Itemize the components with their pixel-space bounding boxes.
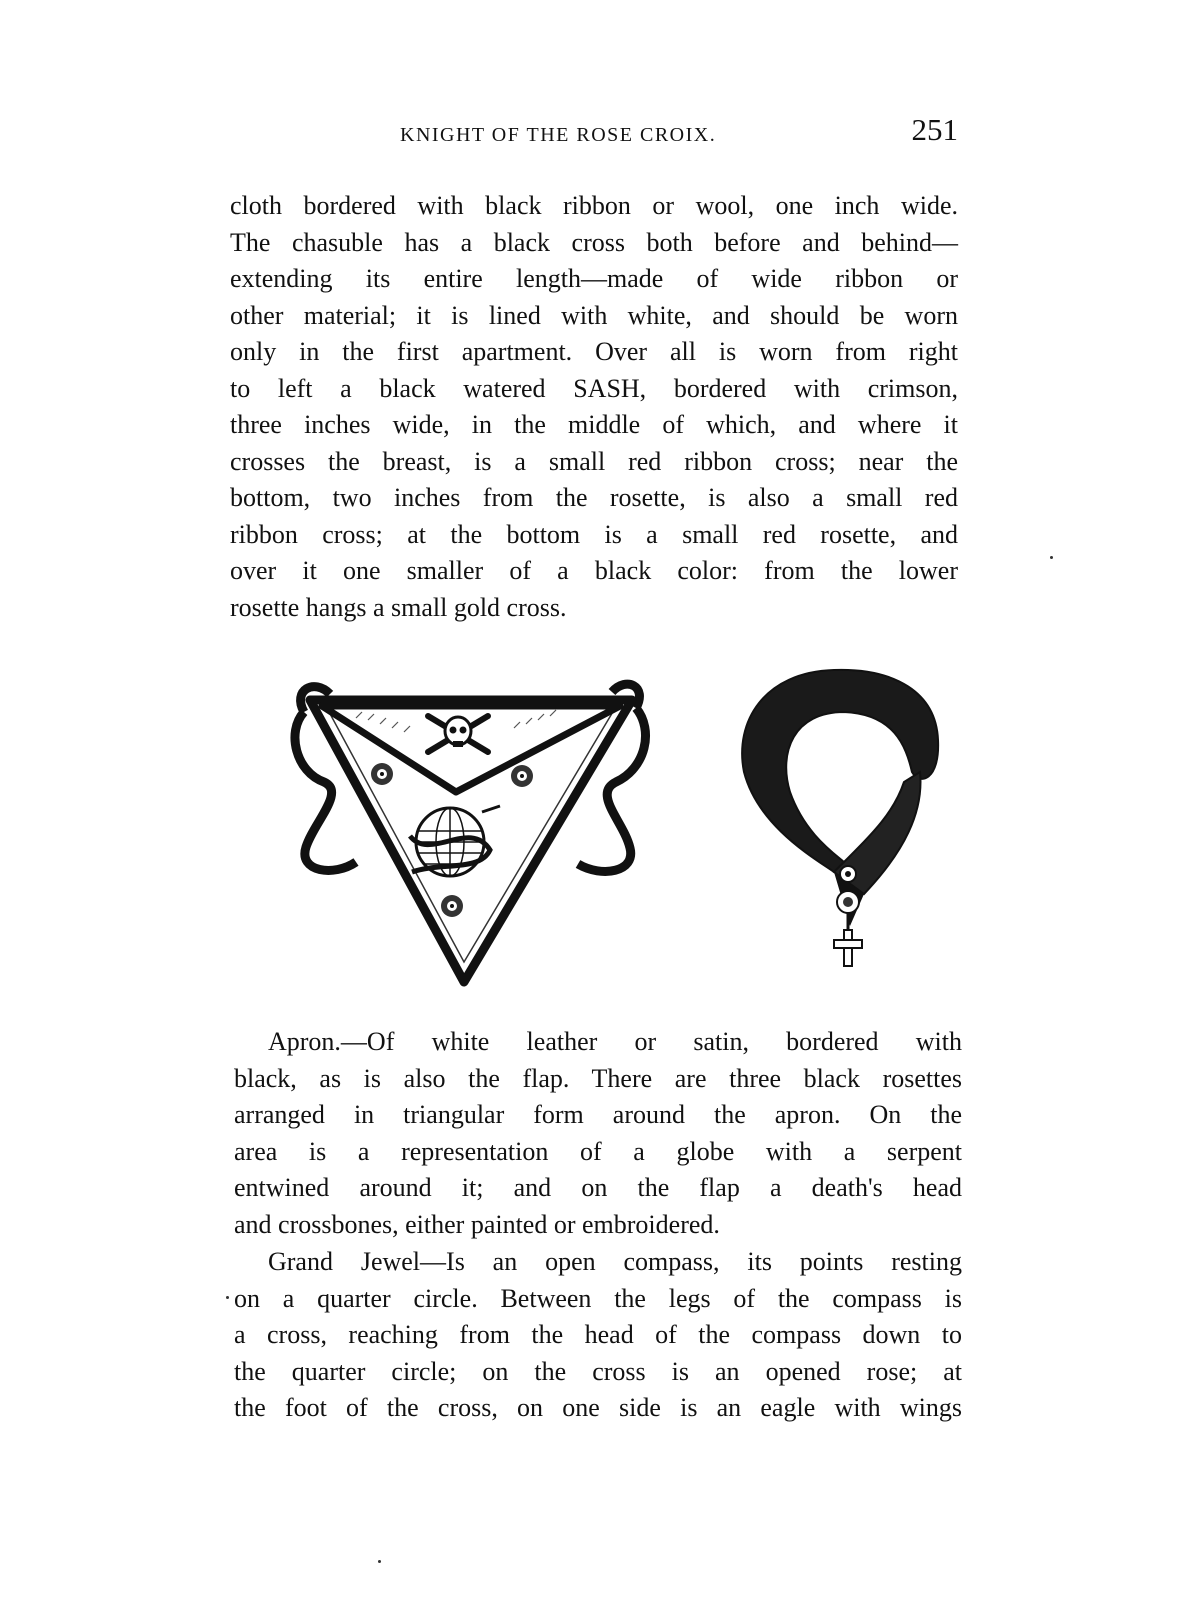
text-line: extending its entire length—made of wide ribbon or: [230, 264, 958, 293]
text-line: a cross, reaching from the head of the compass down to: [234, 1320, 962, 1349]
text-line: on a quarter circle. Between the legs of the compass is: [234, 1283, 962, 1313]
paragraph-chasuble-sash: [230, 188, 958, 626]
paper-speck: [226, 1296, 229, 1299]
page-number: 251: [911, 112, 958, 147]
text-line: bottom, two inches from the rosette, is also a small red: [230, 483, 958, 512]
text-line: entwined around it; and on the flap a death's head: [234, 1173, 962, 1202]
rosette-icon: [837, 891, 859, 913]
apron-illustration: [286, 672, 656, 987]
cross-icon: [834, 914, 862, 966]
rosette-icon: [840, 866, 856, 882]
paragraph-apron: [234, 1024, 962, 1243]
rosette-icon: [441, 895, 463, 917]
text-line: the foot of the cross, on one side is an eagle with wings: [234, 1393, 962, 1422]
text-line: Grand Jewel—Is an open compass, its points resting: [268, 1247, 962, 1276]
text-line: three inches wide, in the middle of which, and where it: [230, 410, 958, 439]
text-line: cloth bordered with black ribbon or wool, one inch wide.: [230, 191, 958, 220]
text-line: Apron.—Of white leather or satin, bordered with: [268, 1027, 962, 1056]
page-header: [230, 108, 958, 158]
rosette-icon: [511, 765, 533, 787]
text-line: only in the first apartment. Over all is worn from right: [230, 337, 958, 366]
text-line: to left a black watered SASH, bordered with crimson,: [230, 373, 958, 403]
sash-illustration: [724, 662, 954, 977]
rosette-icon: [371, 763, 393, 785]
text-line: the quarter circle; on the cross is an opened rose; at: [234, 1356, 962, 1386]
paper-speck: [1050, 556, 1053, 559]
text-line: crosses the breast, is a small red ribbon cross; near the: [230, 446, 958, 476]
text-line: area is a representation of a globe with a serpent: [234, 1136, 962, 1166]
text-line: rosette hangs a small gold cross.: [230, 592, 567, 622]
text-line: and crossbones, either painted or embroidered.: [234, 1209, 720, 1239]
paper-speck: [378, 1560, 381, 1563]
text-line: ribbon cross; at the bottom is a small red rosette, and: [230, 519, 958, 549]
text-line: black, as is also the flap. There are three black rosettes: [234, 1063, 962, 1093]
text-line: arranged in triangular form around the apron. On the: [234, 1100, 962, 1129]
paragraph-grand-jewel: [234, 1244, 962, 1427]
text-line: other material; it is lined with white, and should be worn: [230, 300, 958, 330]
running-head: KNIGHT OF THE ROSE CROIX.: [400, 124, 717, 146]
text-line: over it one smaller of a black color: from the lower: [230, 556, 958, 585]
text-line: The chasuble has a black cross both before and behind—: [230, 227, 958, 257]
